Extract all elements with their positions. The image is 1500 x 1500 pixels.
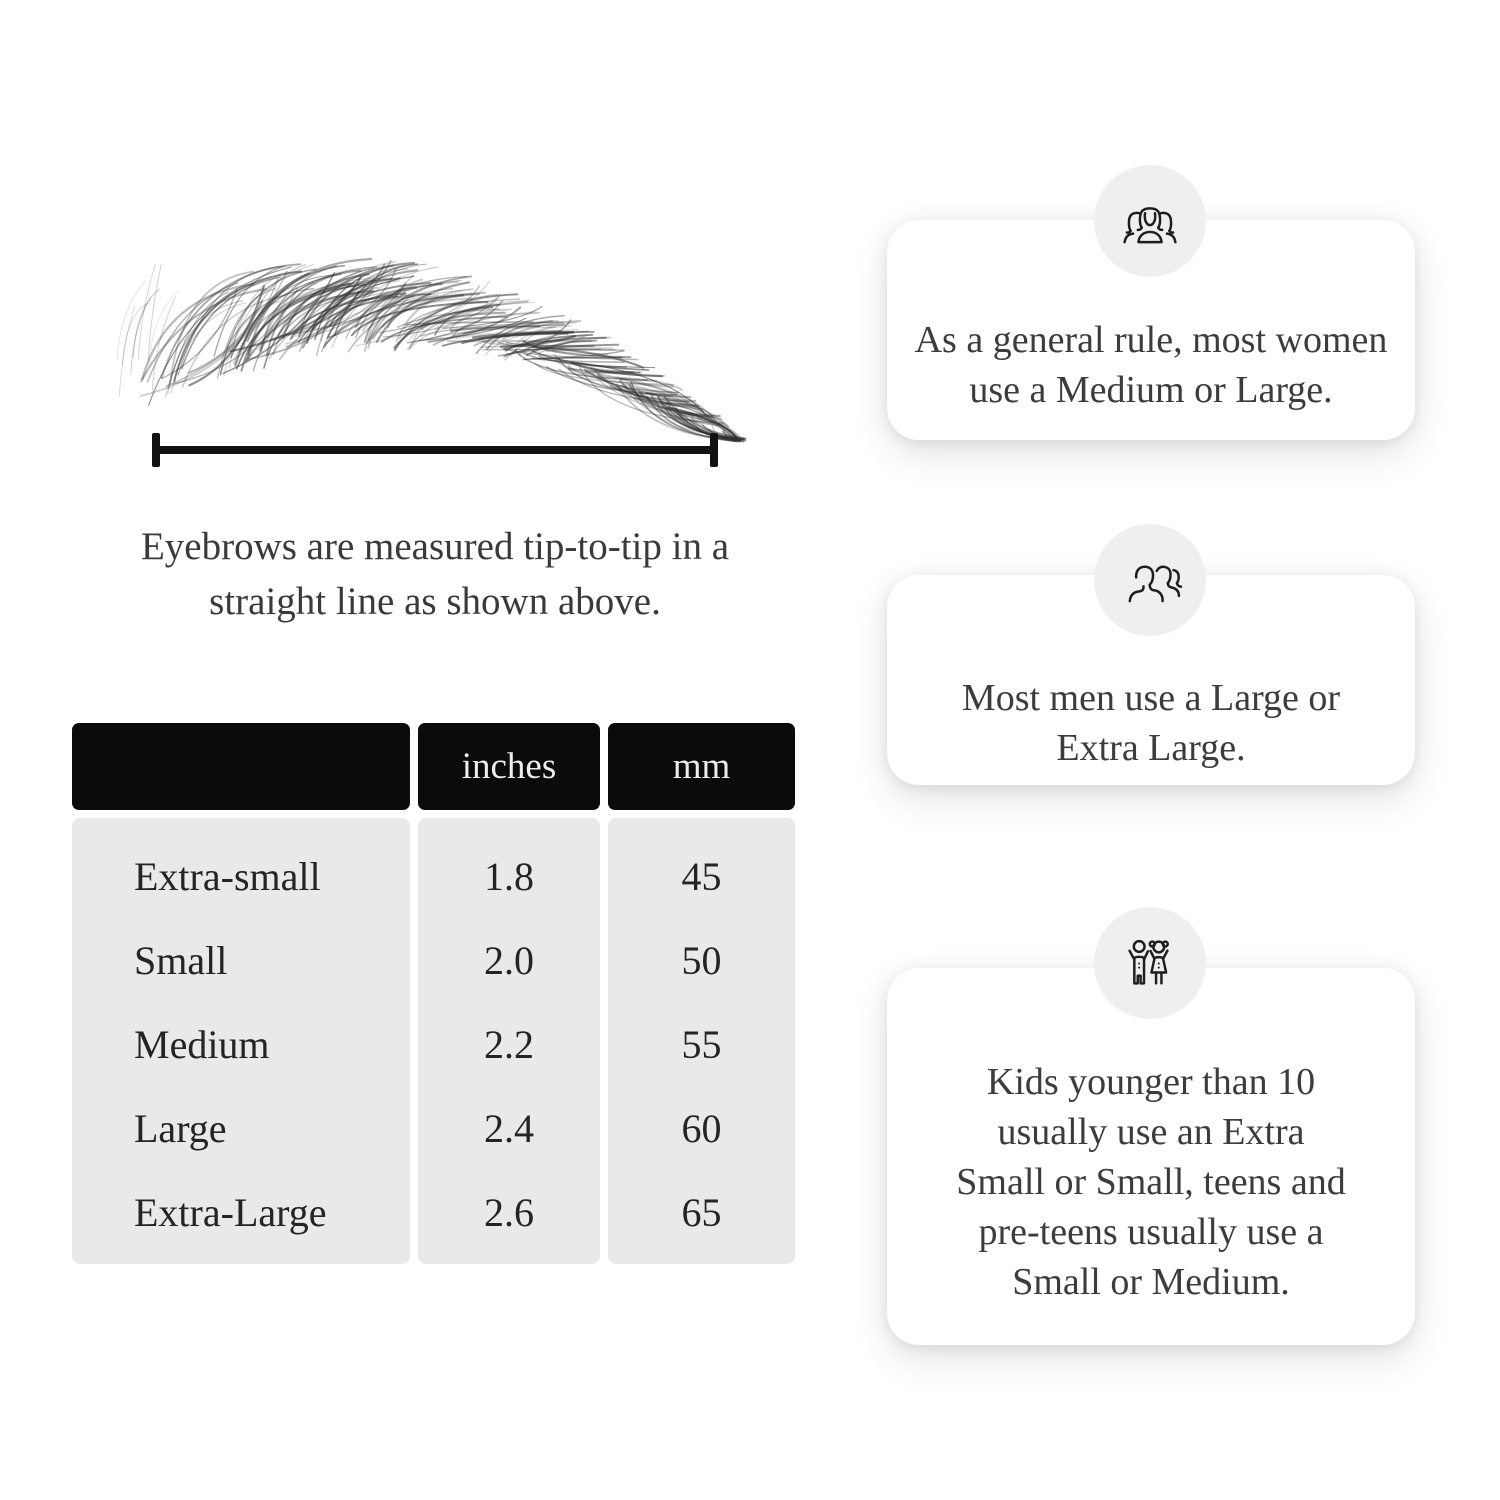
cell-size-label: Small [134,937,228,983]
table-row [72,1087,795,1171]
table-row [72,834,795,918]
card-text-line: use a Medium or Large. [969,369,1333,411]
kids-icon [1117,936,1183,990]
cell-mm: 65 [681,1190,722,1236]
header-cell-mm: mm [608,723,795,810]
cell-inches: 2.4 [484,1106,534,1152]
men-group-icon [1117,556,1183,604]
cell-inches: 2.6 [484,1190,534,1236]
cell-mm: 45 [681,853,722,899]
size-table-rows [72,834,795,1255]
info-card-kids [887,968,1415,1345]
card-text-line: Small or Small, teens and [956,1160,1346,1203]
size-table [72,723,795,1264]
table-row [72,918,795,1002]
table-row [72,1171,795,1255]
card-text-line: usually use an Extra [997,1110,1305,1153]
card-text-line: As a general rule, most women [914,319,1388,361]
card-text-line: Most men use a Large or [961,676,1341,719]
cell-size-label: Extra-Large [134,1190,327,1236]
card-text-line: pre-teens usually use a [978,1210,1324,1253]
header-cell-size [72,723,410,810]
measurement-caption [95,519,775,629]
eyebrow-illustration [100,235,760,455]
cell-mm: 60 [681,1106,722,1152]
caption-line: Eyebrows are measured tip-to-tip [140,525,662,568]
women-group-icon [1117,196,1183,246]
kids-icon-circle [1094,907,1206,1019]
ruler-bar [152,446,718,454]
card-text-line: Kids younger than 10 [986,1060,1316,1103]
men-icon-circle [1094,524,1206,636]
caption-line: in a straight line as shown above. [209,525,730,623]
cell-mm: 50 [681,937,722,983]
cell-inches: 1.8 [484,853,534,899]
cell-size-label: Large [134,1106,227,1152]
cell-inches: 2.2 [484,1021,534,1067]
size-table-header [72,723,795,810]
card-text-line: Small or Medium. [1012,1260,1290,1303]
size-table-body [72,818,795,1264]
table-row [72,1002,795,1086]
cell-size-label: Medium [134,1021,270,1067]
cell-inches: 2.0 [484,937,534,983]
measurement-ruler [152,433,718,467]
card-text-line: Extra Large. [1056,726,1246,769]
ruler-right-tick [710,433,718,467]
eyebrow-strokes [117,259,746,442]
cell-size-label: Extra-small [134,853,321,899]
header-cell-inches: inches [418,723,600,810]
cell-mm: 55 [681,1021,722,1067]
women-icon-circle [1094,165,1206,277]
